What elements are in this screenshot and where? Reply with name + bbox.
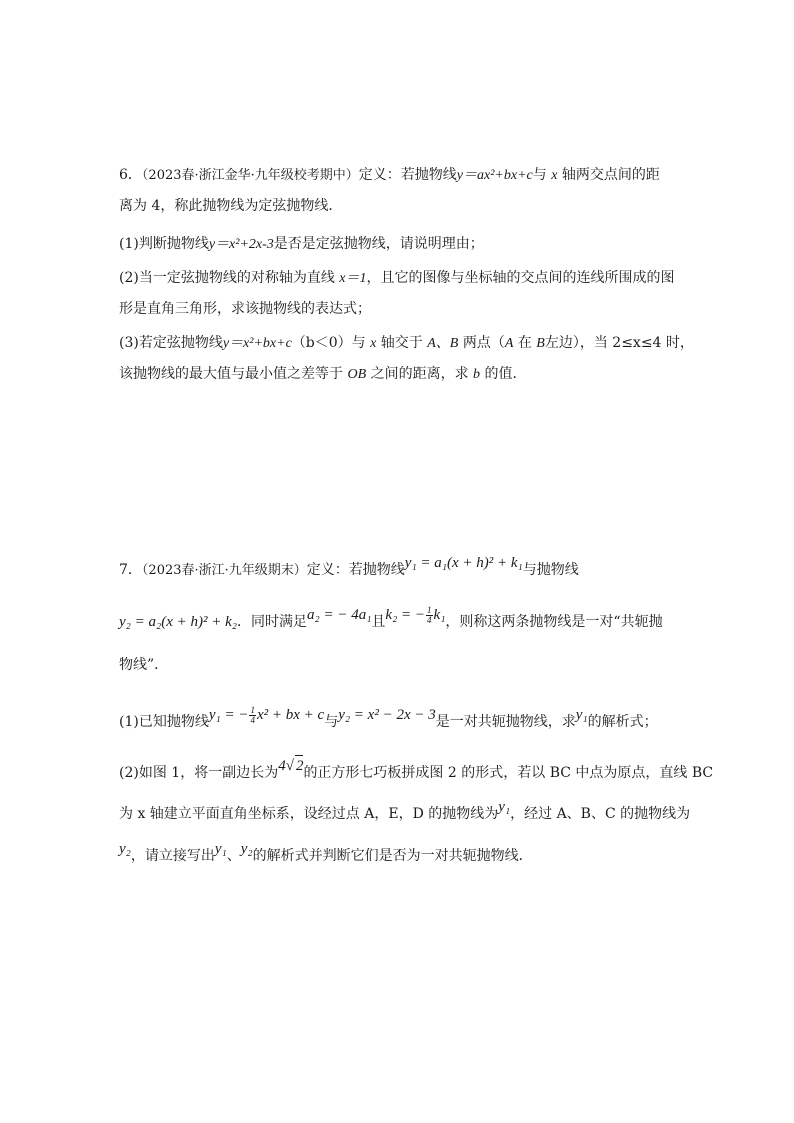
q6-var: x [551, 168, 558, 183]
q6-equation: y＝ax²+bx+c [456, 168, 533, 183]
q6-p3-text: (3)若定弦抛物线 [119, 335, 223, 351]
q7-eq-y1: y₁ = a₁(x + h)² + k₁ [404, 555, 523, 571]
q6-part2 [119, 268, 675, 289]
q7-p1-text: 是一对共轭抛物线，求 [435, 714, 576, 730]
q7-fraction [426, 606, 433, 625]
q6-line2: 离为 4，称此抛物线为定弦抛物线． [119, 198, 343, 214]
q6-p3-equation: y＝x²+bx+c [222, 336, 292, 351]
q7-text: 且 [371, 614, 386, 630]
q6-p3-var: b [473, 367, 481, 382]
q7-line1 [119, 555, 579, 581]
q6-p3-var: A [504, 336, 514, 351]
q7-text: 与抛物线 [522, 562, 579, 578]
q7-p2-y2: y₂ [240, 841, 253, 857]
q7-p2-text: ，请立接写出 [130, 848, 215, 864]
q6-p2-text: ，且它的图像与坐标轴的交点间的连线所围成的图 [366, 270, 675, 286]
q7-p1-y1-rhs: x² + bx + c [256, 707, 325, 723]
q7-eq-k2-lhs: k₂ = − [385, 607, 426, 623]
q6-p3-var: A、B [427, 336, 459, 351]
q7-source: （2023春·浙江·九年级期末） [141, 563, 307, 578]
q7-p1-y1-lhs: y₁ = − [208, 707, 249, 723]
q7-p2-text: (2)如图 1，将一副边长为 [119, 765, 279, 781]
q7-p2-text: ，经过 A、B、C 的抛物线为 [510, 806, 691, 822]
q7-p2-text: 的正方形七巧板拼成图 2 的形式，若以 BC 中点为原点，直线 BC [303, 765, 714, 781]
q6-p3-var: x [370, 336, 377, 351]
q6-text: 与 [532, 167, 547, 183]
q6-part3-line2 [119, 364, 526, 385]
q6-p3-text: 两点（ [462, 335, 505, 351]
q6-p2-equation: x＝1 [339, 271, 367, 286]
q6-p1-text: (1)判断抛物线 [119, 236, 209, 252]
q7-p1-text: 与 [324, 714, 339, 730]
q7-frac-den: 4 [427, 615, 432, 626]
q7-number: 7． [119, 562, 142, 578]
q7-eq-a2: a₂ = − 4a₁ [306, 607, 372, 623]
q7-eq-k1: k₁ [433, 607, 446, 623]
q6-text: 定义：若抛物线 [358, 167, 457, 183]
q7-p2-y1: y₁ [498, 799, 511, 815]
q7-p1-text: 的解析式； [587, 714, 658, 730]
q7-p1-eq-y1 [208, 705, 325, 726]
q7-p1-frac-num: 1 [250, 705, 255, 716]
q6-source: （2023春·浙江金华·九年级校考期中） [141, 168, 359, 183]
q7-part2-line2 [119, 799, 691, 824]
q7-p1-text: (1)已知抛物线 [119, 714, 209, 730]
q6-text: 轴两交点间的距 [561, 167, 660, 183]
q6-part2-line2: 形是直角三角形，求该抛物线的表达式； [119, 301, 371, 317]
q7-p2-y2: y₂ [119, 841, 131, 857]
q7-p1-fraction [249, 706, 256, 725]
q7-text: ．同时满足 [236, 614, 307, 630]
q7-p1-eq-y2: y₂ = x² − 2x − 3 [338, 707, 436, 723]
q7-p2-radicand: 2 [295, 755, 304, 776]
q6-p1-equation: y＝x²+2x-3 [208, 237, 274, 252]
q6-p3-var: OB [347, 367, 367, 382]
q7-eq-k2 [385, 605, 446, 626]
q7-line2 [119, 605, 663, 632]
q7-part1 [119, 705, 658, 732]
q6-p3-var: B [536, 336, 545, 351]
q6-p2-text: (2)当一定弦抛物线的对称轴为直线 [119, 270, 335, 286]
q7-p2-text: 的解析式并判断它们是否为一对共轭抛物线． [252, 848, 533, 864]
q6-p3-text: 的值． [484, 366, 527, 382]
q6-p3-text: 该抛物线的最大值与最小值之差等于 [119, 366, 343, 382]
q7-p2-y1: y₁ [214, 841, 227, 857]
q6-number: 6． [119, 167, 142, 183]
q6-line1 [119, 165, 660, 186]
q7-part2 [119, 758, 714, 783]
q6-p3-text: （b＜0）与 [291, 335, 366, 351]
q6-p1-text: 是否是定弦抛物线，请说明理由； [273, 236, 484, 252]
q7-p1-frac-den: 4 [250, 715, 255, 726]
q7-part2-line3 [119, 841, 533, 866]
q7-p2-side-length: 4√ 2 [278, 758, 303, 774]
q7-eq-y2: y₂ = a₂(x + h)² + k₂ [119, 614, 237, 630]
q6-p3-text: 之间的距离，求 [370, 366, 469, 382]
q7-frac-num: 1 [427, 605, 432, 616]
q6-p3-text: 在 [517, 335, 532, 351]
q7-line3: 物线”． [119, 657, 169, 673]
q6-p3-text: 左边），当 2≤x≤4 时， [544, 335, 694, 351]
q7-text: 定义：若抛物线 [306, 562, 405, 578]
q7-text: ，则称这两条抛物线是一对“共轭抛 [445, 614, 663, 630]
q6-part3 [119, 333, 694, 354]
q7-p2-text: 、 [226, 848, 241, 864]
q7-p2-text: 为 x 轴建立平面直角坐标系，设经过点 A，E，D 的抛物线为 [119, 806, 499, 822]
q6-part1 [119, 234, 484, 255]
q6-p3-text: 轴交于 [380, 335, 423, 351]
q7-p1-y1: y₁ [575, 707, 588, 723]
q7-p2-coef: 4 [278, 758, 286, 774]
